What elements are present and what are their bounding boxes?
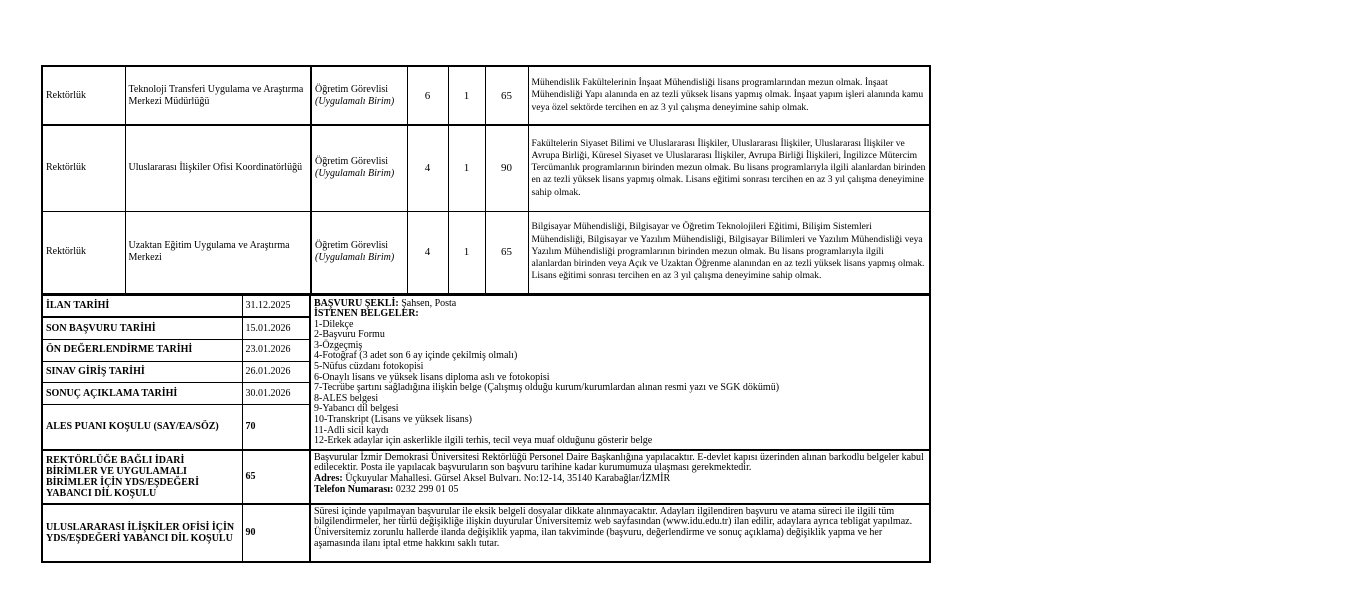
on-degerlendirme-date-value: 23.01.2026 — [242, 339, 310, 361]
list-item: 12-Erkek adaylar için askerlikle ilgili terhis, tecil veya muaf olduğunu gösterir belge — [314, 435, 653, 447]
rektorluk-language-label: REKTÖRLÜĞE BAĞLI İDARİ BİRİMLER VE UYGULAMALI BİRİMLER İÇİN YDS/EŞDEĞERİ YABANCI DİL KOŞULU — [42, 450, 242, 504]
list-item: 7-Tecrübe şartını sağladığına ilişkin belge (Çalışmış olduğu kurum/kurumlardan alınan resmi yazı ve SGK dökümü) — [314, 382, 780, 394]
phone-label: Telefon Numarası: — [314, 483, 394, 495]
title-text: Öğretim Görevlisi — [315, 83, 389, 95]
list-item: 3-Özgeçmiş — [314, 339, 363, 351]
list-item: 5-Nüfus cüzdanı fotokopisi — [314, 361, 424, 373]
table-row — [42, 211, 930, 293]
title-subtitle: (Uygulamalı Birim) — [315, 95, 395, 107]
list-item: 10-Transkript (Lisans ve yüksek lisans) — [314, 414, 472, 426]
sinav-date-value: 26.01.2026 — [242, 361, 310, 383]
count-cell-b: 1 — [448, 211, 485, 293]
title-cell — [311, 66, 407, 125]
son-basvuru-date-value: 15.01.2026 — [242, 317, 310, 339]
count-cell-a: 6 — [407, 66, 448, 125]
title-text: Öğretim Görevlisi — [315, 156, 389, 168]
contact-info-cell — [310, 450, 930, 504]
date-row-ilan — [42, 295, 930, 318]
announcement-document — [41, 65, 929, 563]
application-info-cell — [310, 295, 930, 450]
ales-label: ALES PUANI KOŞULU (SAY/EA/SÖZ) — [42, 404, 242, 449]
phone-value: 0232 299 01 05 — [393, 483, 459, 495]
list-item: 4-Fotoğraf (3 adet son 6 ay içinde çekilmiş olmalı) — [314, 350, 518, 362]
count-cell-b: 1 — [448, 125, 485, 211]
phone-line — [314, 485, 926, 496]
list-item: 9-Yabancı dil belgesi — [314, 403, 399, 415]
list-item: 2-Başvuru Formu — [314, 329, 385, 341]
department-cell: Uzaktan Eğitim Uygulama ve Araştırma Merkezi — [125, 211, 311, 293]
table-row — [42, 66, 930, 125]
notice-cell: Süresi içinde yapılmayan başvurular ile eksik belgeli dosyalar dikkate alınmayacaktır. Adayları ilgilendiren başvuru ve atama süreci ile ilgili tüm bilgilendirmeler, her türlü değişikliğe ilişkin duyurular Üniversitemiz web sayfasından (www.idu.edu.tr) ilan edilir, adaylara ayrıca tebligat yapılmaz. Üniversitemiz zorunlu hallerde ilanda değişiklik yapma, ilan takviminde (başvuru, değerlendirme ve sonuç açıklama) değişiklik yapma ve her aşamasında ilanı iptal etme hakkını saklı tutar. — [310, 504, 930, 562]
contact-text: Başvurular İzmir Demokrasi Üniversitesi Rektörlüğü Personel Daire Başkanlığına yapılacaktır. E-devlet kapısı üzerinden alınan barkodlu belgeler kabul edilecektir. Posta ile yapılacak başvuruların son başvuru tarihine kadar kurumumuza ulaşması gerekmektedir. — [314, 451, 924, 474]
list-item: 8-ALES belgesi — [314, 392, 379, 404]
address-value: Üçkuyular Mahallesi. Gürsel Aksel Bulvarı. No:12-14, 35140 Karabağlar/İZMİR — [342, 473, 671, 484]
title-cell — [311, 211, 407, 293]
count-cell-a: 4 — [407, 125, 448, 211]
language-row-rektorluk — [42, 450, 930, 504]
positions-table — [41, 65, 931, 294]
list-item: 6-Onaylı lisans ve yüksek lisans diploma aslı ve fotokopisi — [314, 371, 550, 383]
requirements-cell: Bilgisayar Mühendisliği, Bilgisayar ve Öğretim Teknolojileri Eğitimi, Bilişim Sistemleri Mühendisliği, Bilgisayar ve Yazılım Mühendisliği, Bilgisayar Bilimleri ve Yazılım Mühendisliği veya Yazılım Mühendisliği programlarının birinden mezun olmak. Bu lisans programlarıyla ilgili alanlardan birinden veya Açık ve Uzaktan Öğrenme alanından en az tezli yüksek lisans yapmış olmak. Lisans eğitimi sonrası tercihen en az 3 yıl çalışma deneyimine sahip olmak. — [528, 211, 930, 293]
language-row-ofis — [42, 504, 930, 562]
sonuc-date-value: 30.01.2026 — [242, 383, 310, 405]
count-cell-c: 90 — [485, 125, 528, 211]
application-method-value: Şahsen, Posta — [398, 297, 457, 309]
application-method-label: BAŞVURU ŞEKLİ: — [314, 297, 399, 309]
ilan-date-label: İLAN TARİHİ — [42, 295, 242, 318]
title-cell — [311, 125, 407, 211]
department-cell: Teknoloji Transferi Uygulama ve Araştırma Merkezi Müdürlüğü — [125, 66, 311, 125]
count-cell-b: 1 — [448, 66, 485, 125]
ilan-date-value: 31.12.2025 — [242, 295, 310, 318]
department-cell: Uluslararası İlişkiler Ofisi Koordinatörlüğü — [125, 125, 311, 211]
son-basvuru-date-label: SON BAŞVURU TARİHİ — [42, 317, 242, 339]
title-subtitle: (Uygulamalı Birim) — [315, 252, 395, 263]
info-table — [41, 294, 931, 563]
ales-value: 70 — [242, 404, 310, 449]
requirements-cell: Mühendislik Fakültelerinin İnşaat Mühendisliği lisans programlarından mezun olmak. İnşaat Mühendisliği Yapı alanında en az tezli yüksek lisans yapmış olmak. İnşaat yapım işleri alanında kamu veya özel sektörde tercihen en az 3 yıl çalışma deneyimine sahip olmak. — [528, 66, 930, 125]
unit-cell: Rektörlük — [42, 211, 125, 293]
rektorluk-language-value: 65 — [242, 450, 310, 504]
unit-cell: Rektörlük — [42, 66, 125, 125]
title-subtitle: (Uygulamalı Birim) — [315, 168, 395, 180]
sinav-date-label: SINAV GİRİŞ TARİHİ — [42, 361, 242, 383]
count-cell-c: 65 — [485, 211, 528, 293]
ofis-language-value: 90 — [242, 504, 310, 562]
list-item: 11-Adli sicil kaydı — [314, 424, 389, 436]
ofis-language-label: ULUSLARARASI İLİŞKİLER OFİSİ İÇİN YDS/EŞDEĞERİ YABANCI DİL KOŞULU — [42, 504, 242, 562]
count-cell-a: 4 — [407, 211, 448, 293]
address-label: Adres: — [314, 473, 343, 484]
requirements-cell: Fakültelerin Siyaset Bilimi ve Uluslararası İlişkiler, Uluslararası İlişkiler, Uluslararası İlişkiler ve Avrupa Birliği, Küresel Siyaset ve Uluslararası İlişkiler, Avrupa Birliği İlişkileri, İngilizce Mütercim Tercümanlık programlarının birinden mezun olmak. Bu lisans programlarıyla ilgili alanlardan birinden en az tezli yüksek lisans yapmış olmak. Lisans eğitimi sonrası tercihen en az 3 yıl çalışma deneyimine sahip olmak. — [528, 125, 930, 211]
title-text: Öğretim Görevlisi — [315, 240, 389, 251]
unit-cell: Rektörlük — [42, 125, 125, 211]
sonuc-date-label: SONUÇ AÇIKLAMA TARİHİ — [42, 383, 242, 405]
table-row — [42, 125, 930, 211]
count-cell-c: 65 — [485, 66, 528, 125]
list-item: 1-Dilekçe — [314, 318, 354, 330]
on-degerlendirme-date-label: ÖN DEĞERLENDİRME TARİHİ — [42, 339, 242, 361]
required-docs-heading: İSTENEN BELGELER: — [314, 308, 419, 320]
